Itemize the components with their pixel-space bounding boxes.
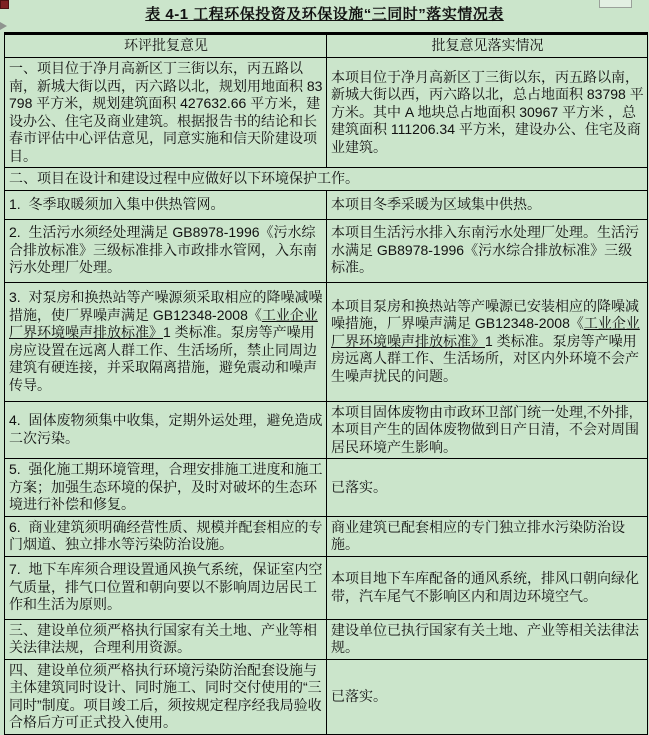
implementation-cell: 本项目位于净月高新区丁三街以东，丙五路以南，新城大街以西，丙六路以北，总占地面积 83798 平方米。其中 A 地块总占地面积 30967 平方米 ，总建筑面积 111206.34 平方米，建设办公、住宅及商业建筑。 [327,58,648,168]
standard-name-underlined: 工业企业厂界环境噪声排放标准》 [331,315,640,349]
implementation-cell: 已落实。 [327,659,648,734]
eia-opinion-cell: 4. 固体废物须集中收集，定期外运处理，避免造成二次污染。 [5,401,327,459]
eia-opinion-cell [5,282,327,401]
eia-opinion-cell: 1. 冬季取暖须加入集中供热管网。 [5,190,327,219]
implementation-cell: 建设单位已执行国家有关土地、产业等相关法律法规。 [327,619,648,659]
implementation-cell: 本项目地下车库配备的通风系统，排风口朝向绿化带，汽车尾气不影响区内和周边环境空气。 [327,556,648,619]
eia-opinion-cell: 5. 强化施工期环境管理，合理安排施工进度和施工方案；加强生态环境的保护，及时对破坏的生态环境进行补偿和修复。 [5,459,327,517]
implementation-cell: 商业建筑已配套相应的专门独立排水污染防治设施。 [327,516,648,556]
eia-opinion-cell: 7. 地下车库须合理设置通风换气系统，保证室内空气质量，排气口位置和朝向要以不影响周边居民工作和生活为原则。 [5,556,327,619]
table-row [5,168,648,191]
eia-opinion-cell: 6. 商业建筑须明确经营性质、规模并配套相应的专门烟道、独立排水等污染防治设施。 [5,516,327,556]
implementation-cell: 已落实。 [327,459,648,517]
standard-name-underlined: 工业企业厂界环境噪声排放标准》 [9,306,318,340]
eia-opinion-cell: 四、建设单位须严格执行环境污染防治配套设施与主体建筑同时设计、同时施工、同时交付使用的“三同时”制度。项目竣工后，须按规定程序经我局验收合格后方可正式投入使用。 [5,659,327,734]
table-row [5,516,648,556]
eia-opinion-cell: 一、项目位于净月高新区丁三街以东，丙五路以南，新城大街以西，丙六路以北，规划用地面积 83798 平方米，规划建筑面积 427632.66 平方米，建设办公、住宅及商业建筑。根据报告书的结论和长春市评估中心评估意见，同意实施和信天阶建设项目。 [5,58,327,168]
page-title: 表 4-1 工程环保投资及环保设施“三同时”落实情况表 [145,6,504,23]
table-row [5,619,648,659]
eia-opinion-cell: 三、建设单位须严格执行国家有关土地、产业等相关法律法规，合理利用资源。 [5,619,327,659]
table-row [5,459,648,517]
cell-text: 3. 对泵房和换热站等产噪源须采取相应的降噪减噪措施，使厂界噪声满足 GB12348-2008《 [9,289,323,323]
cell-text: 1 类标准。泵房等产噪用房应设置在远离人群工作、生活场所，禁止同周边建筑有硬连接，并采取隔离措施，避免震动和噪声传导。 [9,324,317,393]
table-row [5,556,648,619]
cell-text: 本项目泵房和换热站等产噪源已安装相应的降噪减噪措施，厂界噪声满足 GB12348-2008《 [331,297,639,332]
table-row [5,58,648,168]
table-row [5,219,648,282]
table-header-row [5,34,648,58]
margin-marker-arrow-icon [0,22,7,30]
implementation-cell: 本项目冬季采暖为区域集中供热。 [327,190,648,219]
header-cell-implementation: 批复意见落实情况 [327,34,648,58]
eia-opinion-cell: 2. 生活污水须经处理满足 GB8978-1996《污水综合排放标准》三级标准排入市政排水管网，入东南污水处理厂处理。 [5,219,327,282]
margin-marker-square [0,0,9,9]
implementation-cell [327,282,648,401]
three-simultaneities-table [4,32,648,735]
table-row [5,401,648,459]
table-row [5,190,648,219]
section-span-cell: 二、项目在设计和建设过程中应做好以下环境保护工作。 [5,168,648,191]
implementation-cell: 本项目生活污水排入东南污水处理厂处理。生活污水满足 GB8978-1996《污水综合排放标准》三级标准。 [327,219,648,282]
top-edge-box-artifact [599,0,632,8]
cell-text: 1 类标准。泵房等产噪用房远离人群工作、生活场所，对区内外环境不会产生噪声扰民的问题。 [331,332,639,384]
implementation-cell: 本项目固体废物由市政环卫部门统一处理,不外排,本项目产生的固体废物做到日产日清，不会对周围居民环境产生影响。 [327,401,648,459]
header-cell-eia-opinion: 环评批复意见 [5,34,327,58]
table-row [5,282,648,401]
